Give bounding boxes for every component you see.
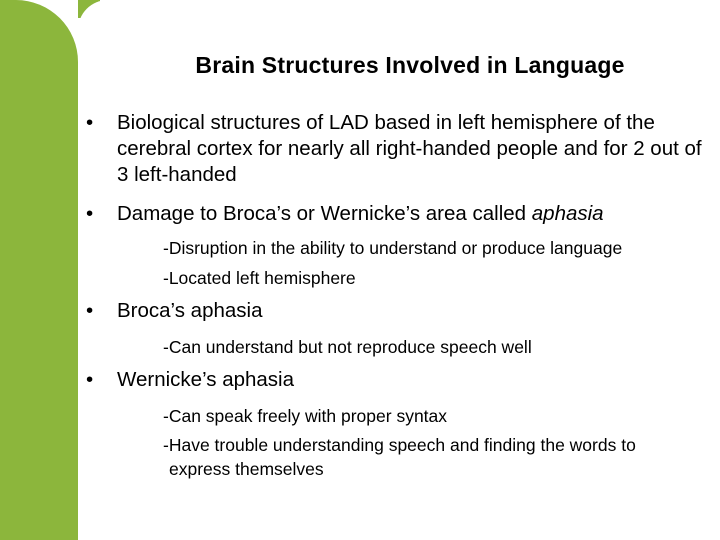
subpoint-text: -Have trouble understanding speech and finding the words to bbox=[163, 435, 636, 455]
subpoint-text: -Located left hemisphere bbox=[163, 268, 356, 288]
bullet-icon: • bbox=[86, 202, 94, 225]
bullet-icon: • bbox=[86, 368, 94, 391]
bullet-text: Biological structures of LAD based in left hemisphere of the cerebral cortex for nearly all right-handed people and for 2 out of 3 left-handed bbox=[117, 111, 702, 186]
bullet-icon: • bbox=[86, 299, 94, 322]
bullet-text-prefix: Damage to Broca’s or Wernicke’s area called bbox=[117, 202, 532, 225]
bullet-text: Wernicke’s aphasia bbox=[117, 368, 295, 391]
subpoint-text: express themselves bbox=[169, 459, 324, 479]
slide-title: Brain Structures Involved in Language bbox=[195, 52, 625, 78]
subpoint-text: -Can understand but not reproduce speech well bbox=[163, 337, 532, 357]
content-panel bbox=[78, 0, 158, 540]
bullet-text-emphasis: aphasia bbox=[531, 202, 604, 225]
bullet-text: Broca’s aphasia bbox=[117, 299, 263, 322]
accent-side-bar bbox=[0, 0, 78, 540]
bullet-text bbox=[117, 201, 717, 227]
subpoint-text: -Can speak freely with proper syntax bbox=[163, 406, 448, 426]
subpoint-text: -Disruption in the ability to understand or produce language bbox=[163, 238, 623, 258]
bullet-icon: • bbox=[86, 111, 94, 134]
